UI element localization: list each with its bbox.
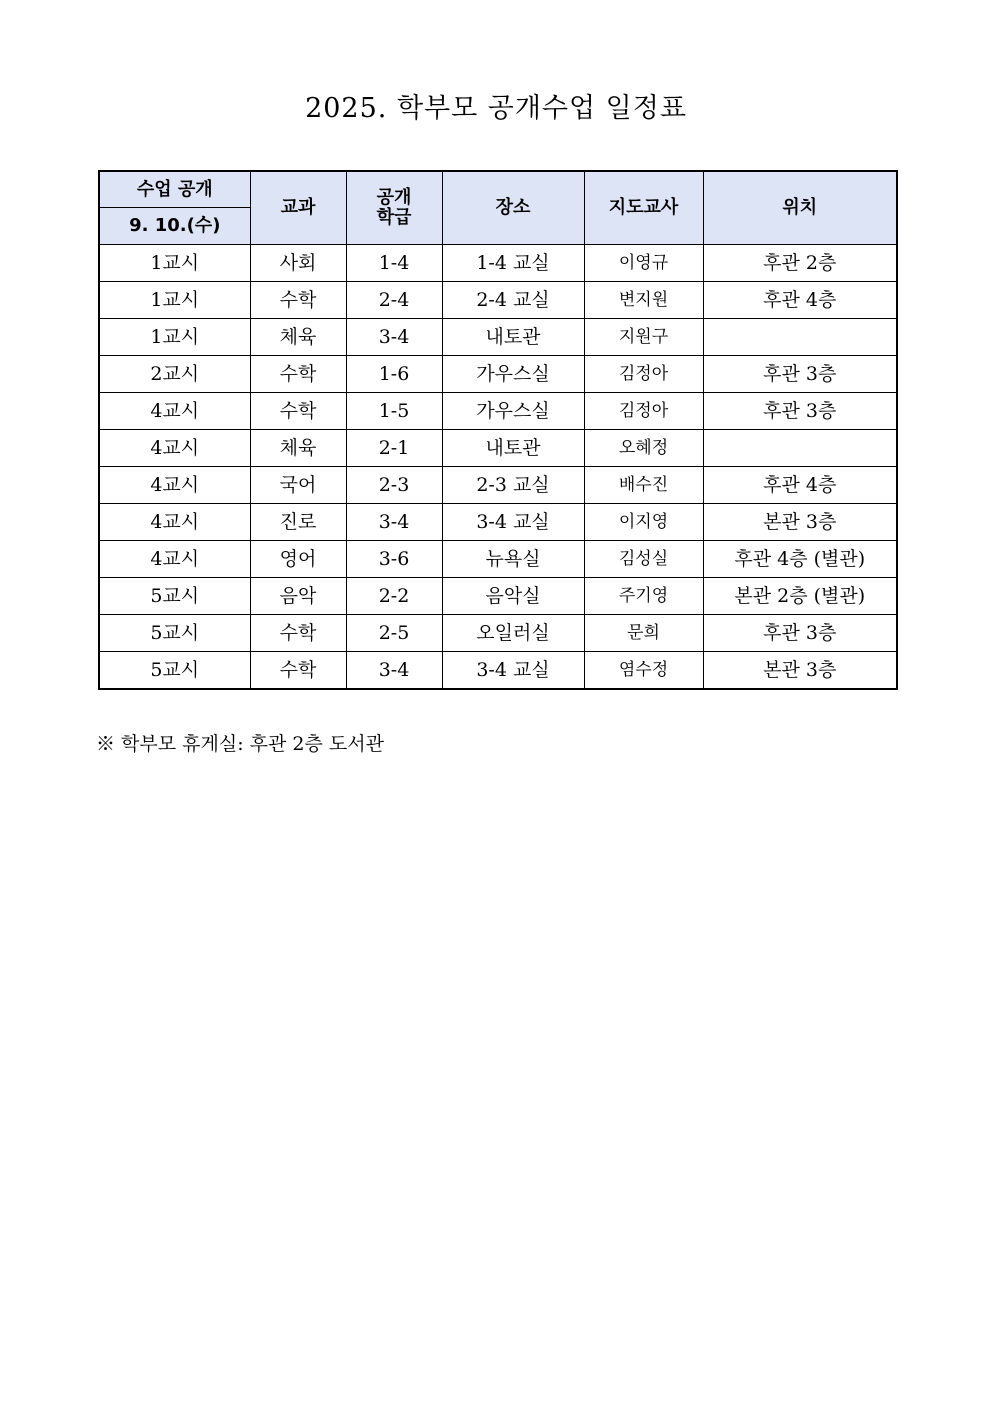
location-cell: 본관 3층 (703, 504, 897, 541)
location-cell (703, 319, 897, 356)
location-cell (703, 430, 897, 467)
table-row (99, 615, 897, 652)
teacher-cell: 지원구 (584, 319, 703, 356)
subject-cell: 수학 (250, 282, 346, 319)
class-cell: 3-4 (346, 652, 442, 690)
header-grade-line1: 공개 (376, 187, 412, 209)
place-cell: 내토관 (442, 430, 584, 467)
place-cell: 가우스실 (442, 356, 584, 393)
location-cell: 후관 4층 (703, 282, 897, 319)
location-cell: 본관 3층 (703, 652, 897, 690)
table-row (99, 467, 897, 504)
teacher-cell: 오혜정 (584, 430, 703, 467)
parent-lounge-note: ※ 학부모 휴게실: 후관 2층 도서관 (96, 733, 384, 755)
place-cell: 2-3 교실 (442, 467, 584, 504)
class-cell: 2-1 (346, 430, 442, 467)
class-cell: 1-5 (346, 393, 442, 430)
location-cell: 후관 3층 (703, 615, 897, 652)
place-cell: 오일러실 (442, 615, 584, 652)
class-cell: 1-6 (346, 356, 442, 393)
teacher-cell: 염수정 (584, 652, 703, 690)
table-row (99, 504, 897, 541)
schedule-table (98, 170, 898, 690)
period-cell: 5교시 (99, 615, 250, 652)
subject-cell: 사회 (250, 245, 346, 282)
place-cell: 3-4 교실 (442, 504, 584, 541)
class-cell: 2-2 (346, 578, 442, 615)
location-cell: 후관 4층 (703, 467, 897, 504)
place-cell: 가우스실 (442, 393, 584, 430)
table-row (99, 245, 897, 282)
header-grade (346, 171, 442, 245)
subject-cell: 체육 (250, 430, 346, 467)
place-cell: 3-4 교실 (442, 652, 584, 690)
class-cell: 2-3 (346, 467, 442, 504)
teacher-cell: 김성실 (584, 541, 703, 578)
period-cell: 2교시 (99, 356, 250, 393)
table-row (99, 356, 897, 393)
period-cell: 5교시 (99, 578, 250, 615)
subject-cell: 수학 (250, 393, 346, 430)
place-cell: 음악실 (442, 578, 584, 615)
class-cell: 3-6 (346, 541, 442, 578)
location-cell: 후관 3층 (703, 393, 897, 430)
subject-cell: 수학 (250, 615, 346, 652)
header-teacher: 지도교사 (584, 171, 703, 245)
period-cell: 4교시 (99, 467, 250, 504)
header-open-class: 수업 공개 (99, 171, 250, 208)
class-cell: 3-4 (346, 319, 442, 356)
location-cell: 후관 4층 (별관) (703, 541, 897, 578)
table-row (99, 430, 897, 467)
period-cell: 4교시 (99, 430, 250, 467)
period-cell: 5교시 (99, 652, 250, 690)
teacher-cell: 김정아 (584, 393, 703, 430)
header-date: 9. 10.(수) (99, 208, 250, 245)
class-cell: 3-4 (346, 504, 442, 541)
subject-cell: 진로 (250, 504, 346, 541)
teacher-cell: 배수진 (584, 467, 703, 504)
place-cell: 내토관 (442, 319, 584, 356)
teacher-cell: 이영규 (584, 245, 703, 282)
class-cell: 2-4 (346, 282, 442, 319)
schedule-body (99, 245, 897, 690)
place-cell: 2-4 교실 (442, 282, 584, 319)
header-location: 위치 (703, 171, 897, 245)
teacher-cell: 주기영 (584, 578, 703, 615)
period-cell: 1교시 (99, 319, 250, 356)
header-grade-line2: 학급 (376, 207, 412, 228)
header-place: 장소 (442, 171, 584, 245)
period-cell: 4교시 (99, 504, 250, 541)
subject-cell: 국어 (250, 467, 346, 504)
place-cell: 1-4 교실 (442, 245, 584, 282)
period-cell: 4교시 (99, 393, 250, 430)
subject-cell: 체육 (250, 319, 346, 356)
class-cell: 1-4 (346, 245, 442, 282)
location-cell: 본관 2층 (별관) (703, 578, 897, 615)
subject-cell: 영어 (250, 541, 346, 578)
period-cell: 4교시 (99, 541, 250, 578)
table-row (99, 652, 897, 690)
subject-cell: 음악 (250, 578, 346, 615)
table-row (99, 282, 897, 319)
teacher-cell: 문희 (584, 615, 703, 652)
location-cell: 후관 2층 (703, 245, 897, 282)
subject-cell: 수학 (250, 652, 346, 690)
location-cell: 후관 3층 (703, 356, 897, 393)
table-row (99, 319, 897, 356)
teacher-cell: 김정아 (584, 356, 703, 393)
place-cell: 뉴욕실 (442, 541, 584, 578)
table-row (99, 541, 897, 578)
header-subject: 교과 (250, 171, 346, 245)
table-row (99, 393, 897, 430)
page-title: 2025. 학부모 공개수업 일정표 (305, 93, 687, 124)
period-cell: 1교시 (99, 245, 250, 282)
period-cell: 1교시 (99, 282, 250, 319)
subject-cell: 수학 (250, 356, 346, 393)
table-row (99, 578, 897, 615)
class-cell: 2-5 (346, 615, 442, 652)
teacher-cell: 변지원 (584, 282, 703, 319)
teacher-cell: 이지영 (584, 504, 703, 541)
